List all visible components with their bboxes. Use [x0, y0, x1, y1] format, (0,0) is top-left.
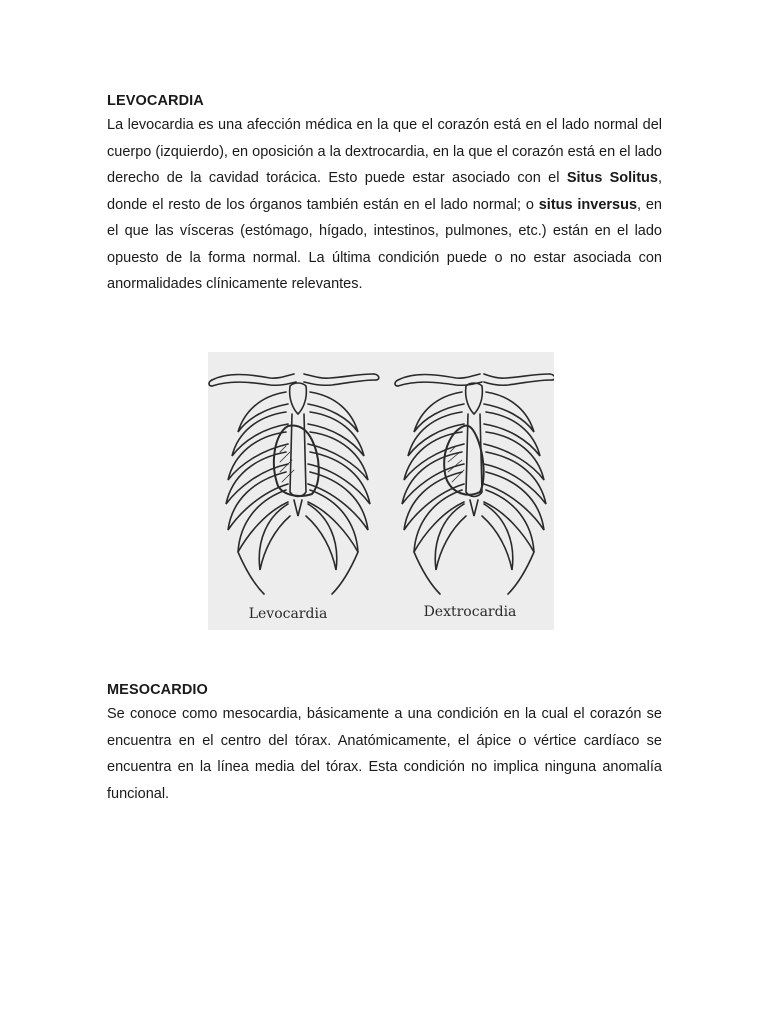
section-heading-mesocardio: MESOCARDIO: [107, 682, 208, 698]
bold-term-situs-solitus: Situs Solitus: [566, 170, 658, 186]
paragraph-text-b: , donde el resto de los órganos también están en el lado normal; o: [107, 170, 662, 213]
bold-term-situs-inversus: situs inversus: [538, 196, 638, 213]
ribcage-figure: [208, 352, 554, 630]
ribcage-illustration: [208, 352, 554, 630]
ribcage-dextrocardia: [395, 374, 554, 594]
paragraph-text-c: , en el que las vísceras (estómago, hígado, intestinos, pulmones, etc.) están en el lado opuesto de la forma normal. La última condición puede o no estar asociada con anormalidades clínicamente relevantes.: [107, 196, 662, 292]
section-mesocardio: [107, 679, 662, 807]
section-levocardia: [107, 90, 662, 298]
ribcage-levocardia: [209, 374, 379, 594]
figure-label-levocardia: Levocardia: [248, 606, 328, 622]
paragraph-mesocardio: Se conoce como mesocardia, básicamente a una condición en la cual el corazón se encuentra en el centro del tórax. Anatómicamente, el ápice o vértice cardíaco se encuentra en la línea media del tórax. Esta condición no implica ninguna anomalía funcional.: [107, 706, 662, 802]
figure-label-dextrocardia: Dextrocardia: [423, 604, 517, 620]
paragraph-levocardia: [107, 112, 662, 298]
paragraph-text-a: La levocardia es una afección médica en la que el corazón está en el lado normal del cuerpo (izquierdo), en oposición a la dextrocardia, en la que el corazón está en el lado derecho de la cavidad torácica. Esto puede estar asociado con el: [107, 117, 662, 186]
section-heading-levocardia: LEVOCARDIA: [107, 93, 204, 109]
